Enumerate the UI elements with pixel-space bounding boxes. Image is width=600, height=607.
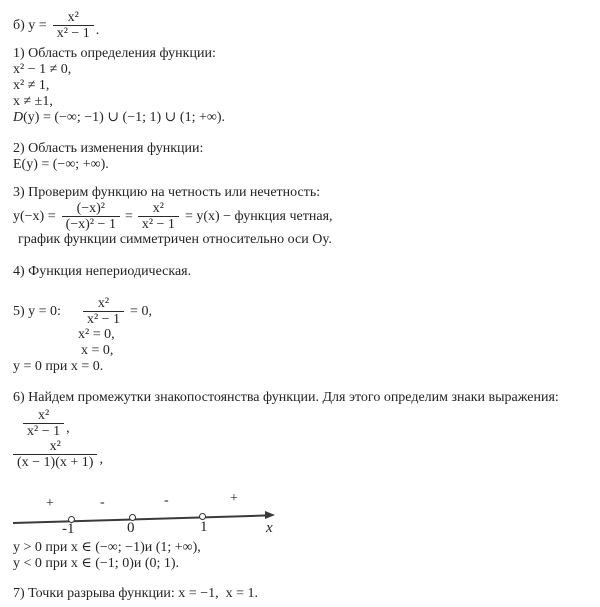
sign-plus-left: +	[46, 496, 54, 511]
sign-chart-number-line	[0, 490, 600, 540]
zeros-step-3: x = 0,	[81, 343, 114, 358]
fraction-denominator: x² − 1	[83, 311, 124, 327]
section-1-title: 1) Область определения функции:	[13, 46, 216, 61]
axis-line	[13, 514, 268, 523]
fraction-numerator: x²	[49, 439, 61, 454]
section-3-title: 3) Проверим функцию на четность или нечетность:	[13, 185, 321, 200]
zeros-lead: 5) y = 0:	[13, 303, 61, 319]
domain-result-line	[13, 110, 596, 126]
fraction-numerator: x²	[97, 296, 110, 311]
domain-symbol: D	[13, 110, 24, 125]
axis-arrowhead-icon	[265, 511, 275, 519]
zeros-equals-zero: = 0,	[130, 303, 152, 319]
sign-plus-right: +	[230, 491, 238, 506]
fraction-main	[53, 10, 94, 41]
section-2-title: 2) Область изменения функции:	[13, 141, 204, 156]
zeros-conclusion: y = 0 при x = 0.	[13, 359, 104, 374]
fraction-numerator: x²	[37, 408, 50, 423]
fraction-denominator: x² − 1	[23, 423, 64, 439]
fraction-numerator: (−x)²	[76, 201, 105, 216]
fraction-denominator: (x − 1)(x + 1)	[13, 454, 97, 470]
sign-expression-1	[23, 408, 596, 439]
section-4-title: 4) Функция непериодическая.	[13, 264, 192, 279]
parity-eq-prefix: y(−x) =	[13, 208, 56, 224]
section-1-step-2: x² ≠ 1,	[13, 78, 50, 93]
sign-fraction-1	[23, 408, 64, 439]
fraction-denominator: x² − 1	[53, 25, 94, 41]
tick-label-1: 1	[200, 518, 208, 535]
fraction-denominator: x² − 1	[138, 216, 179, 232]
axis-label-x: x	[266, 520, 273, 536]
comma: ,	[99, 451, 103, 467]
parity-conclusion: = y(x) − функция четная,	[184, 208, 333, 224]
sign-expression-2	[13, 439, 596, 470]
equals-sign: =	[124, 208, 133, 224]
fraction-numerator: x²	[67, 10, 79, 25]
symmetry-note: график функции симметричен относительно оси Oy.	[18, 232, 332, 247]
comma: ,	[66, 420, 70, 436]
negative-intervals-line: y < 0 при x ∈ (−1; 0)и (0; 1).	[13, 556, 180, 571]
domain-intervals: (y) = (−∞; −1) ∪ (−1; 1) ∪ (1; +∞).	[23, 110, 225, 125]
zeros-equation-row	[13, 296, 596, 327]
fraction-denominator: (−x)² − 1	[62, 216, 120, 232]
range-result-line: E(y) = (−∞; +∞).	[13, 157, 109, 172]
parity-equation-row	[13, 201, 596, 232]
zeros-fraction	[83, 296, 124, 327]
zeros-step-2: x² = 0,	[78, 327, 115, 342]
section-1-step-3: x ≠ ±1,	[13, 94, 53, 109]
sign-minus-mid-right: -	[164, 493, 169, 508]
positive-intervals-line: y > 0 при x ∈ (−∞; −1)и (1; +∞),	[13, 540, 201, 555]
formula-prefix: б) y =	[13, 17, 47, 33]
parity-fraction-1	[62, 201, 120, 232]
tick-label-minus-1: -1	[62, 521, 75, 537]
sign-minus-mid-left: -	[100, 495, 105, 510]
section-1-step-1: x² − 1 ≠ 0,	[13, 62, 72, 77]
parity-fraction-2	[138, 201, 179, 232]
fraction-numerator: x²	[152, 201, 164, 216]
function-formula-row	[13, 10, 596, 41]
formula-period: .	[95, 22, 100, 38]
section-6-title: 6) Найдем промежутки знакопостоянства функции. Для этого определим знаки выражения:	[13, 390, 559, 405]
sign-fraction-2	[13, 439, 97, 470]
tick-label-0: 0	[127, 520, 135, 536]
section-7-title: 7) Точки разрыва функции: x = −1, x = 1.	[13, 586, 258, 601]
